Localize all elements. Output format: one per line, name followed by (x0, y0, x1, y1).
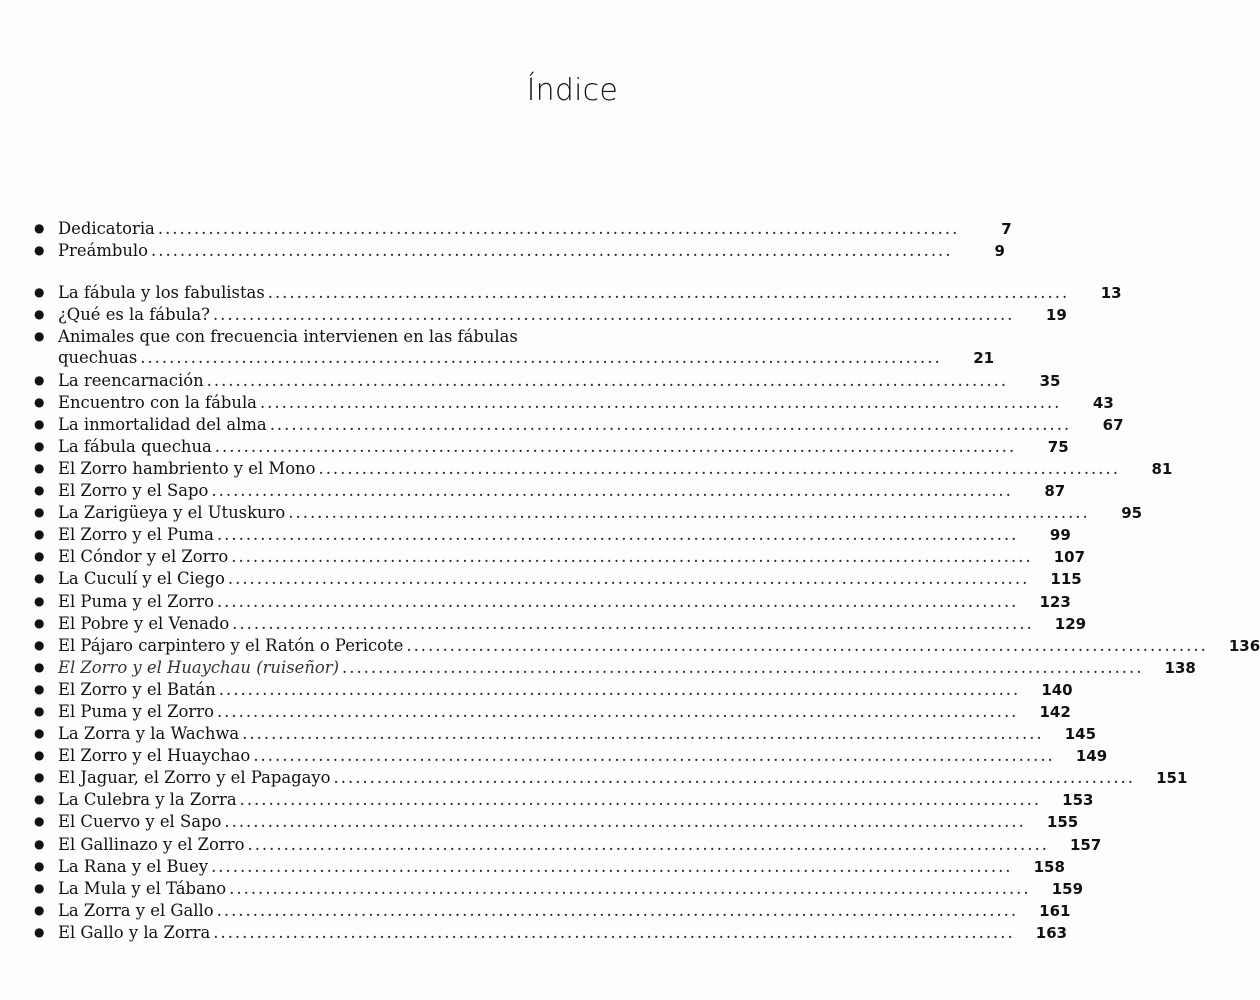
toc-entry[interactable] (34, 524, 1071, 546)
bullet-icon: ● (34, 924, 45, 939)
toc-entry-page-number: 155 (1046, 813, 1079, 832)
toc-entry-title: El Puma y el Zorro (58, 591, 214, 611)
dot-leader (231, 546, 1029, 567)
toc-entry[interactable] (34, 436, 1069, 458)
toc-entry[interactable] (34, 458, 1173, 480)
dot-leader (260, 392, 1058, 413)
toc-entry[interactable] (34, 546, 1086, 568)
dot-leader (213, 304, 1011, 325)
toc-entry-page-number: 140 (1041, 680, 1073, 699)
toc-entry[interactable] (34, 591, 1071, 613)
toc-entry-page-number: 163 (1035, 923, 1068, 942)
toc-entry[interactable] (34, 218, 1012, 240)
dot-leader (288, 502, 1086, 523)
toc-entry-page-number: 153 (1062, 791, 1094, 810)
dot-leader (270, 414, 1068, 435)
toc-entry-title-line: Animales que con frecuencia intervienen en las fábulas (58, 327, 518, 347)
toc-entry-title: El Jaguar, el Zorro y el Papagayo (58, 768, 331, 788)
toc-entry-title: La Zorra y el Gallo (58, 900, 214, 920)
bullet-icon: ● (34, 221, 45, 235)
dot-leader (217, 900, 1015, 921)
dot-leader (406, 635, 1204, 656)
toc-entry-page-number: 123 (1039, 592, 1071, 611)
toc-entry[interactable] (34, 502, 1143, 524)
toc-entry-page-number: 13 (1100, 284, 1122, 303)
dot-leader (240, 789, 1038, 810)
page-title: Índice (526, 73, 618, 108)
toc-entry-page-number: 161 (1039, 901, 1071, 920)
toc-group (34, 218, 1012, 262)
dot-leader (253, 745, 1051, 766)
bullet-icon: ● (34, 505, 45, 520)
toc-entry-page-number: 87 (1044, 482, 1066, 501)
toc-entry-page-number: 21 (973, 349, 995, 368)
dot-leader (268, 282, 1066, 303)
toc-entry-page-number: 75 (1047, 437, 1069, 456)
toc-entry-title: El Gallo y la Zorra (58, 922, 211, 942)
toc-entry-title: El Cóndor y el Zorro (58, 547, 229, 567)
bullet-icon: ● (34, 637, 45, 652)
dot-leader (215, 436, 1013, 457)
toc-entry[interactable] (34, 304, 1067, 326)
toc-entry-page-number: 43 (1092, 393, 1114, 412)
bullet-icon: ● (34, 483, 45, 498)
toc-entry-page-number: 142 (1039, 702, 1071, 721)
dot-leader (232, 613, 1030, 634)
bullet-icon: ● (34, 748, 45, 763)
dot-leader (229, 878, 1027, 899)
dot-leader (242, 723, 1040, 744)
toc-entry-title: Dedicatoria (58, 219, 155, 238)
toc-entry-title: El Zorro y el Batán (58, 679, 216, 699)
dot-leader (211, 856, 1009, 877)
toc-entry-page-number: 158 (1033, 857, 1065, 876)
bullet-icon: ● (34, 814, 45, 829)
toc-entry-title: ¿Qué es la fábula? (58, 305, 210, 325)
dot-leader (140, 347, 938, 368)
bullet-icon: ● (34, 770, 45, 785)
bullet-icon: ● (34, 527, 45, 542)
toc-entry-title: El Pobre y el Venado (58, 613, 230, 633)
toc-entry[interactable] (34, 240, 1005, 262)
toc-entry[interactable] (34, 568, 1082, 590)
toc-group (34, 282, 1260, 944)
toc-entry-title: La Cuculí y el Ciego (58, 569, 225, 589)
toc-entry-title: Encuentro con la fábula (58, 392, 257, 412)
toc-entry[interactable] (34, 789, 1094, 811)
dot-leader (217, 591, 1015, 612)
toc-entry[interactable] (34, 282, 1122, 304)
toc-entry[interactable] (34, 635, 1260, 657)
bullet-icon: ● (34, 836, 45, 851)
dot-leader (207, 370, 1005, 391)
toc-entry-title: La Culebra y la Zorra (58, 790, 237, 810)
bullet-icon: ● (34, 394, 45, 409)
bullet-icon: ● (34, 703, 45, 718)
bullet-icon: ● (34, 726, 45, 741)
toc-entry-title: quechuas (58, 348, 138, 368)
toc-entry[interactable] (34, 811, 1079, 833)
bullet-icon: ● (34, 880, 45, 895)
toc-entry-page-number: 19 (1045, 306, 1067, 325)
toc-entry-page-number: 149 (1075, 747, 1108, 766)
toc-entry[interactable] (34, 392, 1114, 414)
dot-leader (318, 458, 1116, 479)
toc-entry-page-number: 7 (1001, 220, 1012, 238)
bullet-icon: ● (34, 681, 45, 696)
toc-entry[interactable] (34, 370, 1061, 392)
toc-entry-page-number: 115 (1050, 570, 1082, 589)
dot-leader (219, 679, 1017, 700)
toc-entry[interactable] (34, 922, 1068, 944)
bullet-icon: ● (34, 329, 45, 344)
toc-entry[interactable] (34, 723, 1097, 745)
toc-entry-title: La reencarnación (58, 370, 204, 390)
toc-entry-page-number: 9 (994, 242, 1005, 261)
toc-entry[interactable] (34, 834, 1102, 856)
toc-entry-title: El Zorro hambriento y el Mono (58, 458, 316, 478)
dot-leader (334, 767, 1132, 788)
toc-entry-title: El Zorro y el Sapo (58, 481, 209, 501)
toc-entry-title: La Rana y el Buey (58, 856, 209, 876)
toc-entry[interactable] (34, 679, 1073, 701)
toc-entry-title: El Cuervo y el Sapo (58, 812, 222, 832)
toc-entry-page-number: 81 (1151, 459, 1173, 478)
bullet-icon: ● (34, 659, 45, 674)
dot-leader (217, 524, 1015, 545)
toc-entry-title: La Zorra y la Wachwa (58, 724, 240, 744)
dot-leader (151, 240, 949, 261)
toc-entry[interactable] (34, 414, 1124, 436)
toc-entry[interactable] (34, 326, 995, 369)
bullet-icon: ● (34, 438, 45, 453)
toc-entry-title: El Pájaro carpintero y el Ratón o Pericote (58, 635, 404, 655)
toc-entry-title: El Puma y el Zorro (58, 701, 214, 721)
toc-entry-title: La Mula y el Tábano (58, 878, 227, 898)
toc-entry-title: El Zorro y el Huaychao (58, 746, 251, 766)
bullet-icon: ● (34, 615, 45, 630)
toc-entry[interactable] (34, 480, 1066, 502)
bullet-icon: ● (34, 571, 45, 586)
dot-leader (158, 218, 956, 239)
bullet-icon: ● (34, 243, 45, 258)
bullet-icon: ● (34, 372, 45, 387)
toc-entry[interactable] (34, 613, 1087, 635)
toc-entry[interactable] (34, 878, 1084, 900)
bullet-icon: ● (34, 792, 45, 807)
dot-leader (211, 480, 1009, 501)
toc-entry-title: La inmortalidad del alma (58, 414, 267, 434)
toc-entry-title: El Gallinazo y el Zorro (58, 834, 245, 854)
toc-entry[interactable] (34, 657, 1196, 679)
dot-leader (224, 811, 1022, 832)
toc-entry[interactable] (34, 701, 1071, 723)
bullet-icon: ● (34, 858, 45, 873)
toc-entry[interactable] (34, 745, 1108, 767)
toc-entry-page-number: 107 (1053, 548, 1086, 567)
toc-entry-title: La fábula y los fabulistas (58, 283, 265, 303)
toc-entry-page-number: 99 (1049, 526, 1071, 545)
toc-entry[interactable] (34, 856, 1065, 878)
toc-entry-title: El Zorro y el Puma (58, 525, 214, 545)
dot-leader (213, 922, 1011, 943)
toc-entry-page-number: 136 (1228, 636, 1260, 655)
toc-entry-page-number: 35 (1039, 371, 1061, 390)
dot-leader (342, 657, 1140, 678)
bullet-icon: ● (34, 549, 45, 564)
toc-entry[interactable] (34, 900, 1071, 922)
dot-leader (217, 701, 1015, 722)
toc-entry-page-number: 95 (1121, 504, 1143, 523)
toc-entry-page-number: 138 (1164, 658, 1196, 677)
toc-entry-title: Preámbulo (58, 241, 149, 261)
bullet-icon: ● (34, 416, 45, 431)
toc-entry-page-number: 145 (1064, 725, 1097, 744)
toc-entry-page-number: 67 (1102, 415, 1124, 434)
toc-entry-page-number: 151 (1156, 769, 1188, 788)
bullet-icon: ● (34, 902, 45, 917)
bullet-icon: ● (34, 593, 45, 608)
toc-entry-title: La fábula quechua (58, 436, 212, 456)
table-of-contents (34, 218, 1260, 944)
toc-entry-page-number: 159 (1051, 879, 1084, 898)
bullet-icon: ● (34, 285, 45, 300)
toc-entry-page-number: 129 (1054, 614, 1087, 633)
bullet-icon: ● (34, 307, 45, 322)
toc-entry-title: El Zorro y el Huaychau (ruiseñor) (58, 657, 339, 677)
dot-leader (228, 568, 1026, 589)
toc-entry[interactable] (34, 767, 1188, 789)
toc-entry-title: La Zarigüeya y el Utuskuro (58, 503, 286, 523)
dot-leader (247, 834, 1045, 855)
toc-entry-page-number: 157 (1070, 835, 1102, 854)
bullet-icon: ● (34, 460, 45, 475)
